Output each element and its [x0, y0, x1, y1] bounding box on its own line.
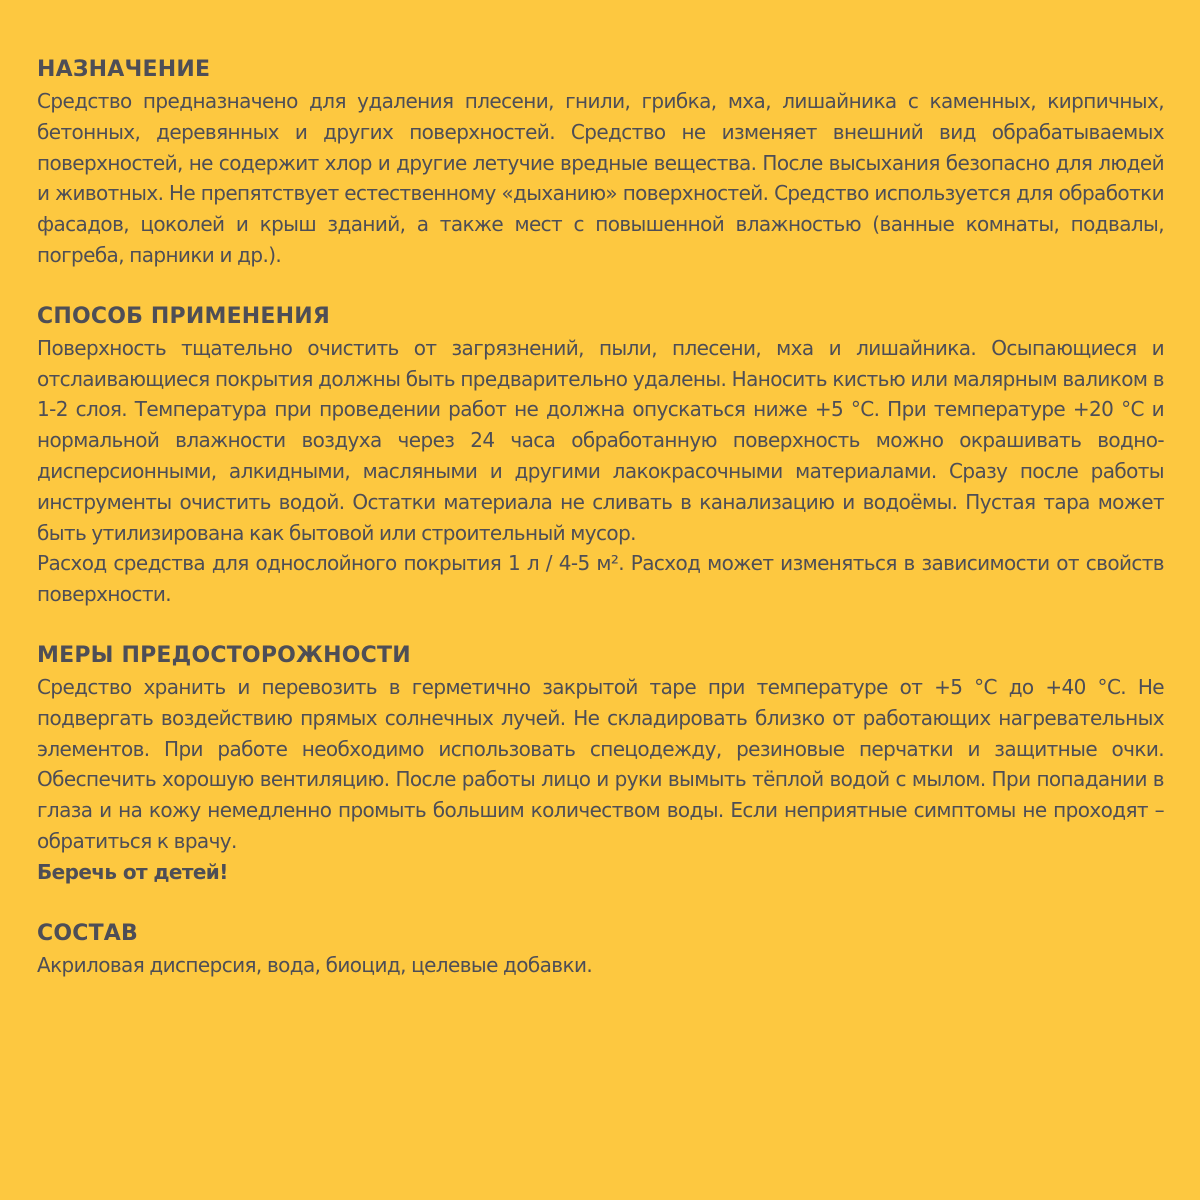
section-precautions	[37, 640, 1164, 888]
section-application	[37, 301, 1164, 610]
section-title-application: СПОСОБ ПРИМЕНЕНИЯ	[37, 303, 331, 329]
section-title-purpose: НАЗНАЧЕНИЕ	[37, 57, 211, 82]
section-purpose	[37, 54, 1164, 271]
precautions-text: Средство хранить и перевозить в герметично закрытой таре при температуре от +5 °С до +40 °С. Не подвергать воздействию прямых солнечных лучей. Не складировать близко от работающих нагревательных элементов. При работе необходимо использовать спецодежду, резиновые перчатки и защитные очки. Обеспечить хорошую вентиляцию. После работы лицо и руки вымыть тёплой водой с мылом. При попадании в глаза и на кожу немедленно промыть большим количеством воды. Если неприятные симптомы не проходят – обратиться к врачу.	[37, 674, 1164, 853]
section-title-composition: СОСТАВ	[37, 920, 138, 946]
section-title-precautions: МЕРЫ ПРЕДОСТОРОЖНОСТИ	[37, 642, 411, 668]
section-composition	[37, 918, 1164, 981]
composition-text: Акриловая дисперсия, вода, биоцид, целевые добавки.	[37, 952, 593, 977]
consumption-text: Расход средства для однослойного покрытия 1 л / 4-5 м². Расход может изменяться в зависимости от свойств поверхности.	[37, 551, 1164, 607]
purpose-text: Средство предназначено для удаления плесени, гнили, грибка, мха, лишайника с каменных, кирпичных, бетонных, деревянных и других поверхностей. Средство не изменяет внешний вид обрабатываемых поверхностей, не содержит хлор и другие летучие вредные вещества. После высыхания безопасно для людей и животных. Не препятствует естественному «дыханию» поверхностей. Средство используется для обработки фасадов, цоколей и крыш зданий, а также мест с повышенной влажностью (ванные комнаты, подвалы, погреба, парники и др.).	[37, 89, 1164, 267]
child-warning: Беречь от детей!	[37, 859, 228, 884]
application-text: Поверхность тщательно очистить от загрязнений, пыли, плесени, мха и лишайника. Осыпающиеся и отслаивающиеся покрытия должны быть предварительно удалены. Наносить кистью или малярным валиком в 1-2 слоя. Температура при проведении работ не должна опускаться ниже +5 °С. При температуре +20 °С и нормальной влажности воздуха через 24 часа обработанную поверхность можно окрашивать водно-дисперсионными, алкидными, масляными и другими лакокрасочными материалами. Сразу после работы инструменты очистить водой. Остатки материала не сливать в канализацию и водоёмы. Пустая тара может быть утилизирована как бытовой или строительный мусор.	[37, 335, 1164, 545]
